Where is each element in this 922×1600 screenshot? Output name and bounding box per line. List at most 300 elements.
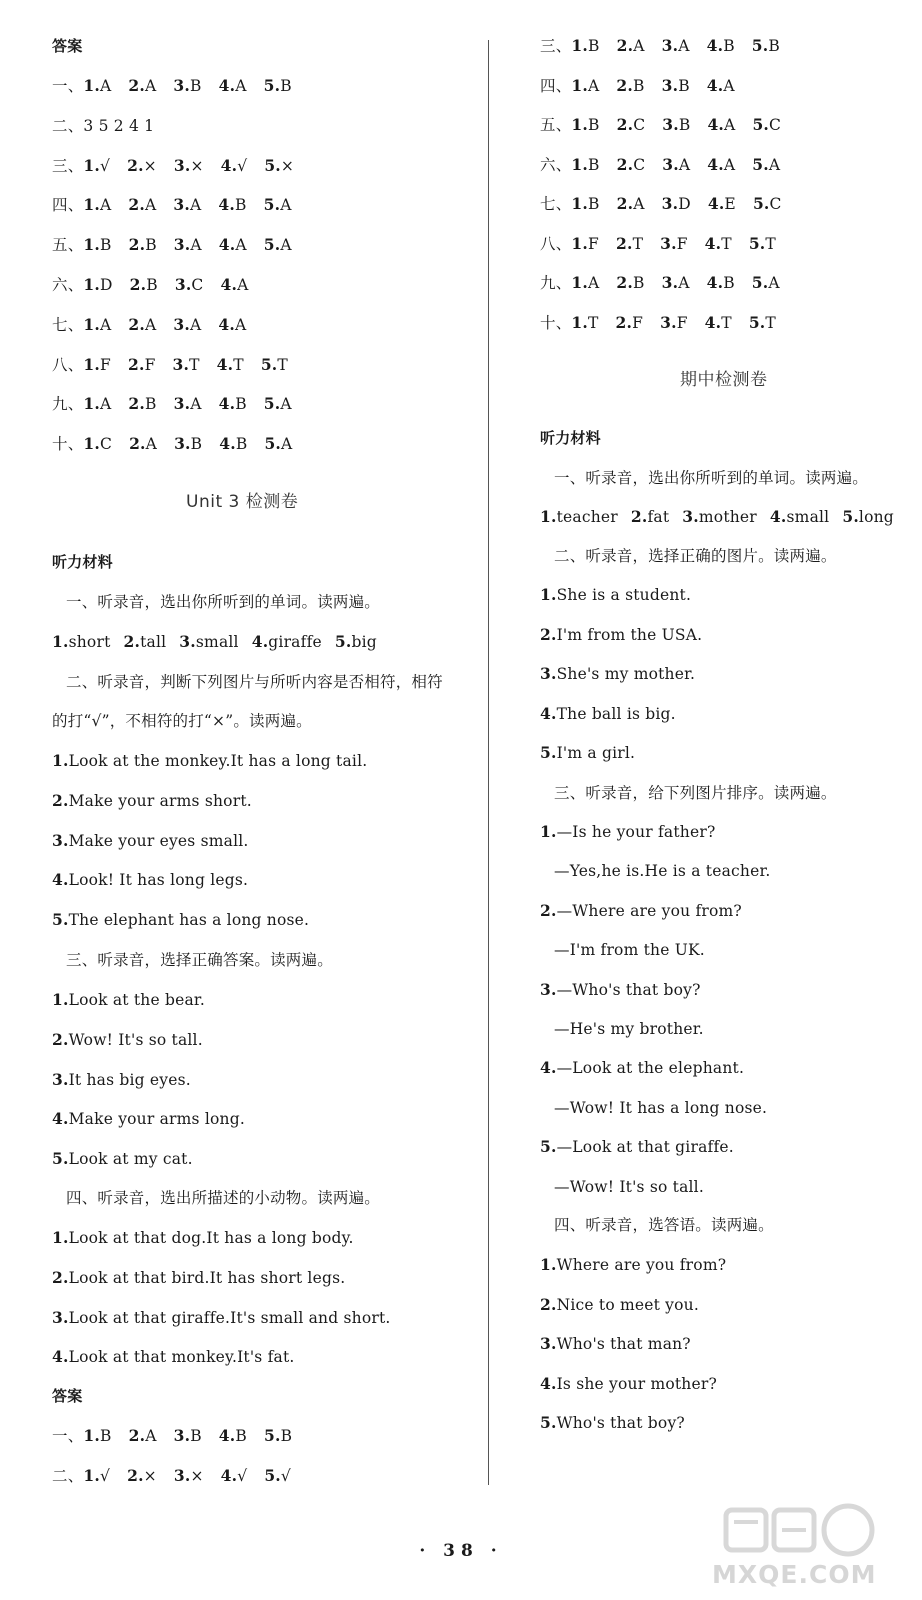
answer-item xyxy=(83,395,111,413)
item-number: 3. xyxy=(661,36,679,55)
item-answer: T xyxy=(189,355,200,374)
item-number: 3. xyxy=(660,233,677,253)
sentence-line xyxy=(540,664,695,684)
dialog-question-text: —Who's that boy? xyxy=(556,980,701,999)
sentence-text: Who's that man? xyxy=(556,1335,691,1353)
answer-item xyxy=(130,276,158,294)
sentence-line xyxy=(540,1413,685,1433)
answer-item xyxy=(571,156,599,174)
dialog-answer: —Wow! It has a long nose. xyxy=(554,1098,768,1117)
item-number: 3. xyxy=(661,273,679,292)
answer-item xyxy=(707,37,735,55)
sentence-line xyxy=(52,1347,295,1367)
answer-prefix: 五、 xyxy=(540,116,572,134)
sentence-line xyxy=(540,585,691,605)
answer-item xyxy=(571,314,598,332)
item-number: 4. xyxy=(706,36,724,55)
answer-item xyxy=(264,157,294,175)
item-number: 1. xyxy=(83,155,100,175)
sentence-line xyxy=(52,1228,354,1248)
sentence-text: Make your arms long. xyxy=(68,1110,245,1129)
item-number: 2. xyxy=(616,36,634,55)
sentence-line xyxy=(52,910,309,930)
answer-item xyxy=(662,195,691,213)
item-number: 5. xyxy=(751,273,769,292)
answer-item xyxy=(83,316,111,334)
item-answer: B xyxy=(235,1427,247,1445)
answer-item xyxy=(616,77,644,95)
item-answer: F xyxy=(100,355,111,374)
item-answer: A xyxy=(723,155,736,174)
answer-item xyxy=(752,156,780,174)
item-word: small xyxy=(786,508,830,526)
item-answer: B xyxy=(588,155,600,174)
item-answer: B xyxy=(146,276,158,294)
dialog-question-text: —Look at that giraffe. xyxy=(556,1138,734,1157)
sentence-line xyxy=(540,1255,726,1275)
item-number: 3. xyxy=(540,979,557,999)
section-1-words xyxy=(52,632,390,652)
answer-row xyxy=(52,394,309,414)
answer-item xyxy=(264,236,292,254)
dialog-question xyxy=(540,980,701,1000)
item-answer: B xyxy=(190,77,202,95)
watermark-text: MXQE.COM xyxy=(712,1560,877,1589)
answer-item xyxy=(753,195,782,213)
sentence-text: Nice to meet you. xyxy=(556,1295,699,1314)
sentence-line xyxy=(540,1295,699,1315)
item-answer: A xyxy=(190,236,202,255)
item-number: 5. xyxy=(540,743,557,763)
item-number: 5. xyxy=(540,1413,557,1432)
item-number: 1. xyxy=(540,507,557,526)
answer-item xyxy=(173,77,201,95)
sentence-line xyxy=(540,625,702,645)
sentence-text: Look at that monkey.It's fat. xyxy=(68,1348,295,1367)
answer-item xyxy=(83,356,111,374)
item-answer: A xyxy=(588,76,600,95)
answer-item xyxy=(707,116,735,134)
answer-item xyxy=(174,1427,202,1445)
item-number: 1. xyxy=(83,1465,100,1485)
item-answer: A xyxy=(145,1427,157,1445)
item-answer: √ xyxy=(280,1466,291,1485)
item-number: 4. xyxy=(52,1347,69,1367)
section-3-title: 三、听录音，选择正确答案。读两遍。 xyxy=(66,951,333,969)
answer-item xyxy=(705,314,732,332)
answer-item xyxy=(707,156,735,174)
item-word: small xyxy=(195,633,239,651)
answer-item xyxy=(219,435,247,453)
item-number: 1. xyxy=(52,1228,69,1247)
item-answer: √ xyxy=(237,156,248,175)
item-number: 1. xyxy=(83,394,100,414)
sentence-line xyxy=(52,831,249,851)
item-answer: × xyxy=(190,1466,204,1485)
item-number: 4. xyxy=(707,115,725,134)
item-answer: B xyxy=(235,196,247,215)
item-number: 3. xyxy=(662,115,679,134)
answer-item xyxy=(127,1467,157,1485)
sentence-text: Who's that boy? xyxy=(556,1414,685,1432)
answer-item xyxy=(571,274,599,292)
answer-item xyxy=(571,77,599,95)
answer-item xyxy=(571,37,599,55)
page-number: · 38 · xyxy=(419,1541,503,1561)
item-answer: B xyxy=(633,76,645,95)
item-number: 5. xyxy=(260,354,278,374)
answer-item xyxy=(83,236,111,254)
answer-item xyxy=(264,435,292,453)
section-4-title: 四、听录音，选出所描述的小动物。读两遍。 xyxy=(66,1189,381,1207)
answer-item xyxy=(617,37,645,55)
answer-row xyxy=(52,355,305,375)
item-word: long xyxy=(858,508,894,526)
item-answer: B xyxy=(678,76,690,95)
answer-item xyxy=(173,316,201,334)
answer-item xyxy=(174,236,202,254)
answer-item xyxy=(83,276,112,294)
midterm-title: 期中检测卷 xyxy=(680,370,768,390)
item-answer: A xyxy=(678,155,691,174)
answer-row xyxy=(52,76,309,96)
word-item xyxy=(631,508,669,526)
answer-item xyxy=(660,314,688,332)
answer-item xyxy=(261,356,288,374)
answer-row xyxy=(540,234,793,254)
sentence-text: Where are you from? xyxy=(556,1256,727,1274)
item-answer: √ xyxy=(237,1466,248,1485)
item-number: 2. xyxy=(128,235,146,255)
answer-item xyxy=(129,1427,157,1445)
sentence-line xyxy=(52,1149,193,1169)
dialog-question xyxy=(540,901,742,921)
unit-title: Unit 3 检测卷 xyxy=(186,492,299,512)
sentence-text: Make your eyes small. xyxy=(68,831,249,850)
answer-item xyxy=(127,157,157,175)
sentence-line xyxy=(540,743,635,763)
item-number: 2. xyxy=(127,1465,144,1485)
item-number: 1. xyxy=(571,312,588,332)
item-answer: B xyxy=(723,274,735,292)
item-number: 3. xyxy=(174,434,191,454)
item-number: 3. xyxy=(662,154,679,174)
item-answer: B xyxy=(235,395,247,414)
answer-item xyxy=(174,157,204,175)
item-number: 4. xyxy=(706,75,724,95)
item-answer: T xyxy=(277,355,288,374)
item-number: 2. xyxy=(630,507,648,526)
item-number: 1. xyxy=(83,354,100,374)
item-answer: A xyxy=(145,196,157,215)
sentence-line xyxy=(540,704,676,724)
item-number: 4. xyxy=(218,195,235,215)
sentence-line xyxy=(52,1268,345,1288)
item-answer: B xyxy=(723,37,735,55)
sentence-text: Look at the bear. xyxy=(68,991,205,1009)
sentence-text: She's my mother. xyxy=(556,665,696,684)
item-answer: T xyxy=(233,355,244,374)
item-number: 2. xyxy=(616,115,634,134)
dialog-answer: —Yes,he is.He is a teacher. xyxy=(554,862,771,881)
item-number: 5. xyxy=(264,155,281,175)
item-answer: A xyxy=(280,395,292,414)
sentence-text: I'm from the USA. xyxy=(556,625,703,644)
item-answer: B xyxy=(588,116,600,134)
item-number: 5. xyxy=(752,194,770,213)
item-number: 1. xyxy=(83,235,100,255)
dialog-question-text: —Look at the elephant. xyxy=(556,1059,745,1078)
word-item xyxy=(52,633,111,651)
item-number: 4. xyxy=(707,154,724,174)
item-number: 4. xyxy=(218,235,236,255)
item-number: 4. xyxy=(251,632,269,651)
sentence-text: It has big eyes. xyxy=(68,1070,191,1089)
word-item xyxy=(842,508,894,526)
answer-item xyxy=(662,274,690,292)
answer-item xyxy=(219,77,247,95)
sentence-text: She is a student. xyxy=(556,586,692,604)
item-number: 1. xyxy=(540,822,557,841)
answer-item xyxy=(128,77,156,95)
answer-item xyxy=(617,195,645,213)
answer-prefix: 六、 xyxy=(52,276,84,294)
item-number: 2. xyxy=(540,624,557,644)
item-word: teacher xyxy=(556,508,618,526)
item-number: 4. xyxy=(52,1109,69,1129)
item-answer: C xyxy=(769,195,782,213)
answer-item xyxy=(219,236,247,254)
item-answer: B xyxy=(588,195,600,213)
answer-row xyxy=(52,275,265,295)
item-answer: A xyxy=(768,155,781,174)
item-number: 2. xyxy=(52,790,69,810)
item-answer: C xyxy=(191,276,204,294)
item-number: 1. xyxy=(571,75,588,95)
item-number: 4. xyxy=(218,314,235,334)
item-answer: A xyxy=(768,274,780,292)
item-number: 3. xyxy=(172,354,190,374)
item-number: 3. xyxy=(173,1426,191,1445)
answer-item xyxy=(128,316,156,334)
section-2-title: 二、听录音，判断下列图片与所听内容是否相符，相符 xyxy=(66,673,443,691)
answer-prefix: 七、 xyxy=(540,195,572,213)
sentence-line xyxy=(52,1070,191,1090)
answer-row xyxy=(52,1466,308,1486)
answer-row xyxy=(540,115,798,135)
answer-row xyxy=(52,116,154,136)
item-answer: A xyxy=(281,435,293,454)
sentence-line xyxy=(540,1334,691,1354)
answer-item xyxy=(571,195,599,213)
answer-item xyxy=(660,235,688,253)
dialog-question xyxy=(540,1058,744,1078)
item-answer: D xyxy=(100,276,113,294)
item-number: 2. xyxy=(128,195,145,215)
sentence-line xyxy=(52,1308,391,1328)
answer-item xyxy=(173,356,200,374)
item-number: 4. xyxy=(218,1426,236,1445)
dialog-question xyxy=(540,822,715,842)
item-number: 2. xyxy=(52,1267,69,1287)
item-number: 1. xyxy=(52,990,69,1009)
answer-item xyxy=(752,37,780,55)
answer-item xyxy=(129,236,157,254)
answer-item xyxy=(218,196,246,214)
item-answer: B xyxy=(100,236,112,255)
item-answer: B xyxy=(190,1427,202,1445)
answer-item xyxy=(707,77,735,95)
answer-item xyxy=(221,157,248,175)
item-number: 1. xyxy=(571,36,588,55)
answer-item xyxy=(174,395,202,413)
sentence-line xyxy=(52,870,248,890)
answer-prefix: 四、 xyxy=(540,76,572,95)
item-number: 3. xyxy=(52,1069,69,1089)
sentence-text: Look at my cat. xyxy=(68,1150,193,1169)
item-number: 4. xyxy=(218,394,236,414)
item-number: 3. xyxy=(52,1307,69,1327)
item-number: 2. xyxy=(129,434,146,454)
answer-item xyxy=(264,1467,291,1485)
item-answer: B xyxy=(145,236,157,255)
item-answer: A xyxy=(100,77,112,95)
item-answer: T xyxy=(765,234,776,253)
item-answer: B xyxy=(235,435,248,454)
item-number: 4. xyxy=(220,275,238,294)
item-number: 1. xyxy=(571,194,588,213)
item-number: 2. xyxy=(127,354,145,374)
item-number: 3. xyxy=(540,664,557,684)
item-answer: F xyxy=(144,355,156,374)
answer-item xyxy=(662,37,690,55)
item-answer: B xyxy=(678,116,691,134)
item-number: 3. xyxy=(173,155,191,175)
answer-item xyxy=(707,274,735,292)
answer-item xyxy=(128,196,156,214)
item-answer: B xyxy=(588,37,600,55)
answer-row xyxy=(540,36,797,56)
sentence-text: Look! It has long legs. xyxy=(68,871,249,890)
dialog-answer: —I'm from the UK. xyxy=(554,941,705,960)
item-number: 1. xyxy=(83,76,100,95)
answer-item xyxy=(175,276,204,294)
item-answer: A xyxy=(235,315,247,334)
item-number: 4. xyxy=(540,703,557,723)
item-number: 5. xyxy=(842,507,859,526)
item-number: 1. xyxy=(52,632,69,651)
item-answer: A xyxy=(145,77,157,95)
answer-item xyxy=(173,196,201,214)
item-number: 3. xyxy=(682,507,699,526)
item-answer: A xyxy=(724,116,736,134)
item-answer: F xyxy=(632,313,644,332)
item-answer: A xyxy=(678,37,690,55)
item-number: 2. xyxy=(616,273,633,292)
answer-prefix: 二、 xyxy=(52,1466,84,1485)
item-answer: × xyxy=(190,156,204,175)
item-number: 2. xyxy=(615,312,633,332)
item-number: 2. xyxy=(540,900,557,920)
item-number: 4. xyxy=(707,194,725,213)
item-answer: A xyxy=(100,196,112,215)
item-number: 1. xyxy=(571,273,588,292)
item-answer: D xyxy=(678,195,691,213)
section-1-title: 一、听录音，选出你所听到的单词。读两遍。 xyxy=(66,593,381,611)
item-number: 1. xyxy=(540,585,557,604)
item-number: 3. xyxy=(661,194,679,213)
item-answer: T xyxy=(588,313,599,332)
word-item xyxy=(540,508,618,526)
sentence-text: The elephant has a long nose. xyxy=(68,911,310,930)
item-answer: A xyxy=(190,196,202,215)
answer-item xyxy=(264,77,292,95)
answer-item xyxy=(264,1427,292,1445)
answer-item xyxy=(174,1467,204,1485)
answer-item xyxy=(662,156,690,174)
item-number: 4. xyxy=(52,870,69,890)
item-answer: A xyxy=(235,236,247,255)
item-number: 1. xyxy=(540,1255,557,1274)
answers-heading-2: 答案 xyxy=(52,1387,83,1405)
item-answer: A xyxy=(280,196,292,215)
item-number: 1. xyxy=(83,1426,100,1445)
item-number: 5. xyxy=(264,434,282,454)
item-answer: C xyxy=(633,116,646,134)
item-answer: C xyxy=(769,116,782,134)
item-number: 5. xyxy=(264,1465,281,1485)
item-answer: C xyxy=(100,435,113,454)
answer-item xyxy=(752,274,780,292)
item-number: 4. xyxy=(704,233,722,253)
item-number: 3. xyxy=(173,195,190,215)
answer-item xyxy=(617,156,646,174)
answer-item xyxy=(616,274,644,292)
item-number: 5. xyxy=(263,394,281,414)
answer-prefix: 三、 xyxy=(540,37,572,55)
dialog-answer: —He's my brother. xyxy=(554,1020,704,1038)
answer-item xyxy=(616,314,644,332)
sentence-line xyxy=(52,1109,245,1129)
answer-prefix: 九、 xyxy=(540,274,572,292)
answer-item xyxy=(708,195,736,213)
answer-row xyxy=(52,156,311,176)
item-number: 4. xyxy=(540,1058,557,1078)
answer-item xyxy=(219,1427,247,1445)
answer-row xyxy=(540,194,799,214)
sentence-text: Look at that dog.It has a long body. xyxy=(68,1229,354,1247)
sentence-text: I'm a girl. xyxy=(556,744,636,763)
item-number: 4. xyxy=(218,76,236,95)
answers-heading: 答案 xyxy=(52,37,83,55)
answer-item xyxy=(83,77,111,95)
item-answer: B xyxy=(633,274,645,292)
item-number: 4. xyxy=(220,1465,238,1485)
item-number: 5. xyxy=(263,235,281,255)
item-number: 5. xyxy=(540,1137,557,1157)
item-answer: A xyxy=(588,274,600,292)
item-number: 5. xyxy=(752,154,769,174)
item-answer: T xyxy=(721,313,732,332)
item-number: 1. xyxy=(83,434,100,454)
answer-prefix: 九、 xyxy=(52,395,84,414)
word-item xyxy=(335,633,377,651)
item-answer: F xyxy=(588,234,599,253)
item-number: 4. xyxy=(704,312,722,332)
item-answer: A xyxy=(235,77,247,95)
answer-item xyxy=(128,395,156,413)
item-number: 5. xyxy=(263,195,281,215)
